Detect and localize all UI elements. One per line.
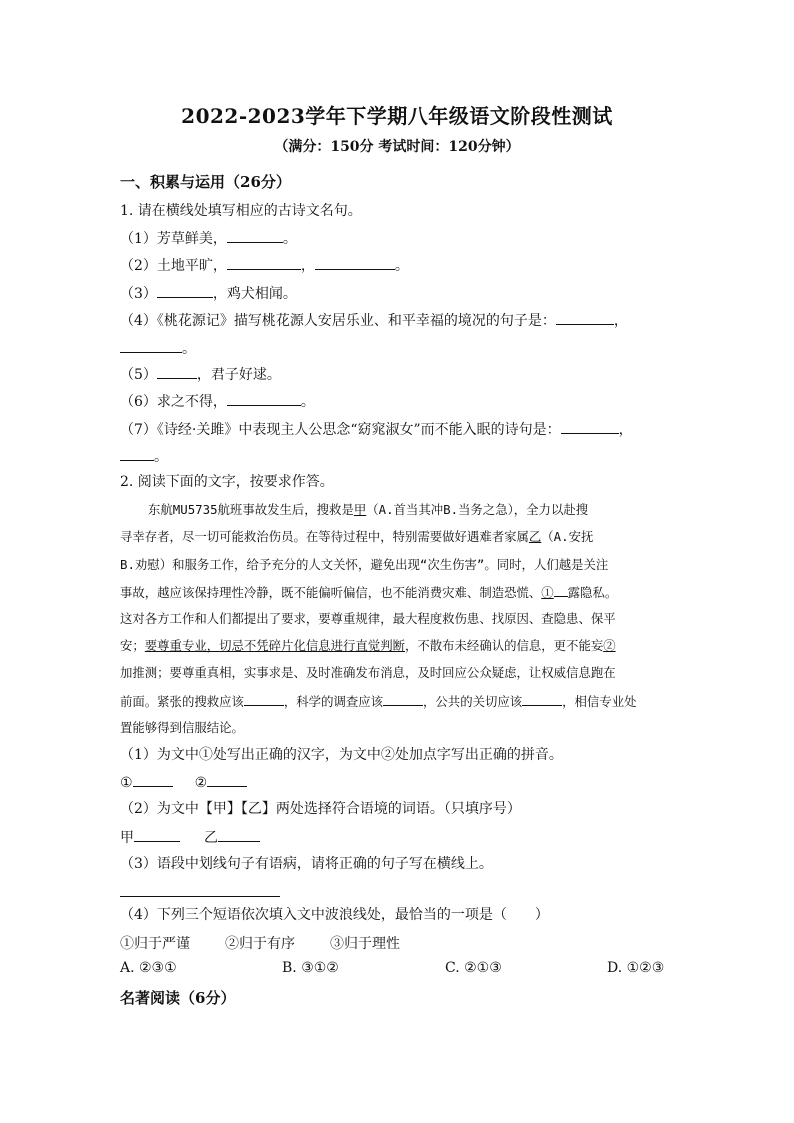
phrase-1: ①归于严谨 xyxy=(120,936,190,952)
marked-char-circle-2: ② xyxy=(603,638,616,653)
q2-sub-1-answers: ① ② xyxy=(120,772,247,793)
answer-blank[interactable] xyxy=(207,772,247,787)
passage-line-8: 前面。紧张的搜救应该 ，科学的调查应该 ，公共的关切应该 ，相信专业处 xyxy=(120,691,637,712)
page-title: 2022-2023学年下学期八年级语文阶段性测试 xyxy=(181,104,613,128)
q1-line-5: （5） ，君子好逑。 xyxy=(120,364,281,385)
section-heading-1: 一、积累与运用（26分） xyxy=(120,173,291,191)
q1-line-1: （1）芳草鲜美， 。 xyxy=(120,228,297,249)
option-b[interactable]: B. ③①② xyxy=(282,960,339,976)
answer-blank[interactable] xyxy=(157,283,213,298)
answer-blank[interactable] xyxy=(556,310,614,325)
section-heading-2: 名著阅读（6分） xyxy=(120,989,236,1007)
option-a[interactable]: A. ②③① xyxy=(120,960,177,976)
passage-line-9: 置能够得到信服结论。 xyxy=(120,720,244,735)
blank-circle-1: ① xyxy=(541,585,554,600)
blank-yi: 乙 xyxy=(528,529,542,544)
answer-blank[interactable] xyxy=(120,338,182,353)
q1-line-3: （3） ，鸡犬相闻。 xyxy=(120,283,297,304)
q2-sub-2-answers: 甲 乙 xyxy=(120,827,260,848)
phrase-3: ③归于理性 xyxy=(330,936,400,952)
passage-line-2: 寻幸存者，尽一切可能救治伤员。在等待过程中，特别需要做好遇难者家属乙（A.安抚 xyxy=(120,529,594,544)
q1-line-7-cont: 。 xyxy=(120,446,168,467)
passage-line-3: B.劝慰）和服务工作，给予充分的人文关怀，避免出现“次生伤害”。同时，人们越是关注 xyxy=(120,557,609,572)
passage-line-4: 事故，越应该保持理性冷静，既不能偏听偏信，也不能消费灾难、制造恐慌、① 露隐私。 xyxy=(120,582,617,603)
page-subtitle: （满分：150分 考试时间：120分钟） xyxy=(274,139,520,155)
passage-line-6: 安；要尊重专业，切忌不凭碎片化信息进行直觉判断，不散布未经确认的信息，更不能妄② xyxy=(120,638,616,653)
passage-line-5: 这对各方工作和人们都提出了要求，要尊重规律，最大程度救伤患、找原因、查隐患、保平 xyxy=(120,611,616,626)
phrase-2: ②归于有序 xyxy=(225,936,295,952)
q1-line-7: （7）《诗经·关雎》中表现主人公思念“窈窕淑女”而不能入眠的诗句是： ， xyxy=(120,419,633,440)
answer-blank[interactable] xyxy=(120,446,154,461)
answer-blank[interactable] xyxy=(157,364,197,379)
wavy-blank xyxy=(522,691,562,706)
q2-sub-4: （4）下列三个短语依次填入文中波浪线处，最恰当的一项是（ ） xyxy=(120,907,549,923)
answer-blank[interactable] xyxy=(227,391,301,406)
q1-line-4: （4）《桃花源记》描写桃花源人安居乐业、和平幸福的境况的句子是： ， xyxy=(120,310,628,331)
q2-sub-2: （2）为文中【甲】【乙】两处选择符合语境的词语。（只填序号） xyxy=(120,801,521,817)
underlined-sentence: 要尊重专业，切忌不凭碎片化信息进行直觉判断 xyxy=(144,638,405,653)
passage-line-7: 加推测；要尊重真相，实事求是、及时准确发布消息，及时回应公众疑虑，让权威信息跑在 xyxy=(120,665,616,680)
q1-line-4-cont: 。 xyxy=(120,338,196,359)
q1-prompt: 1. 请在横线处填写相应的古诗文名句。 xyxy=(120,203,362,219)
wavy-blank xyxy=(383,691,423,706)
answer-blank[interactable] xyxy=(133,772,173,787)
passage-line-1: 东航MU5735航班事故发生后，搜救是甲（A.首当其冲B.当务之急），全力以赴搜 xyxy=(148,502,589,517)
option-d[interactable]: D. ①②③ xyxy=(607,960,665,976)
q1-line-6: （6）求之不得， 。 xyxy=(120,391,315,412)
q2-prompt: 2. 阅读下面的文字，按要求作答。 xyxy=(120,474,334,490)
option-c[interactable]: C. ②①③ xyxy=(445,960,502,976)
wavy-blank xyxy=(244,691,284,706)
answer-blank[interactable] xyxy=(315,255,395,270)
answer-blank[interactable] xyxy=(227,228,283,243)
q1-line-2: （2）土地平旷， ， 。 xyxy=(120,255,409,276)
answer-blank[interactable] xyxy=(218,827,260,842)
q2-sub-3: （3）语段中划线句子有语病，请将正确的句子写在横线上。 xyxy=(120,856,493,872)
q2-sub-1: （1）为文中①处写出正确的汉字，为文中②处加点字写出正确的拼音。 xyxy=(120,747,563,763)
answer-blank[interactable] xyxy=(227,255,301,270)
answer-blank[interactable] xyxy=(561,419,619,434)
answer-blank[interactable] xyxy=(134,827,180,842)
blank-jia: 甲 xyxy=(353,502,367,517)
answer-line[interactable] xyxy=(120,896,280,897)
